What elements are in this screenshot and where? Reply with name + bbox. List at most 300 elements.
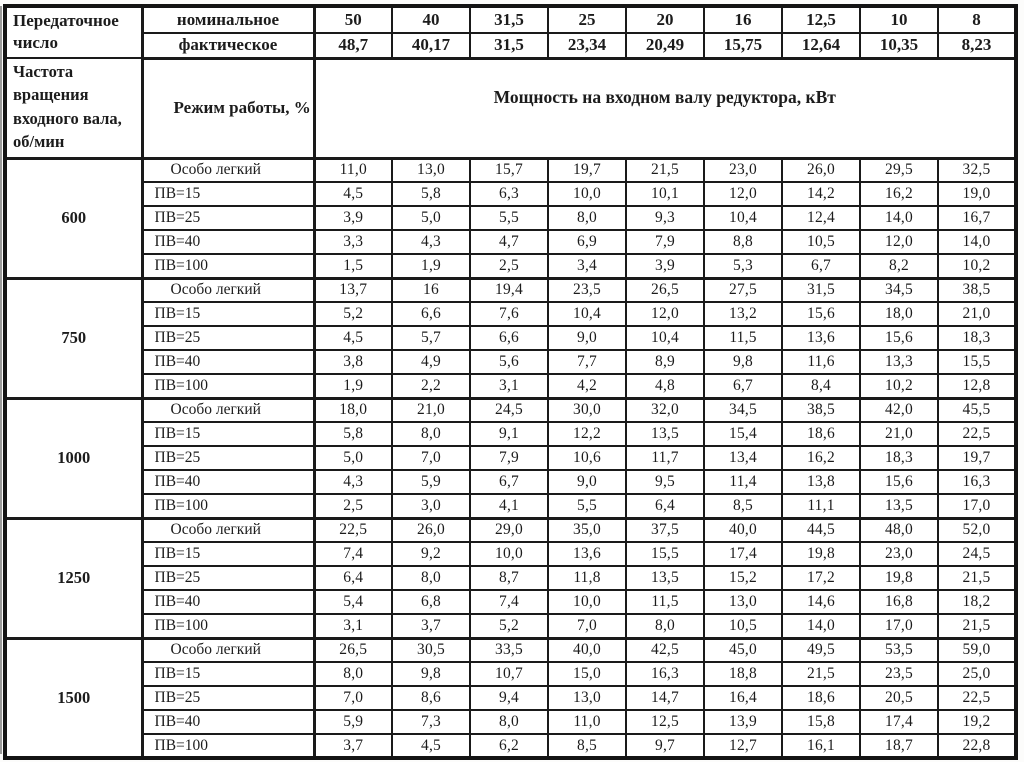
value-cell: 5,8: [314, 422, 392, 446]
value-cell: 8,9: [626, 350, 704, 374]
value-cell: 4,9: [392, 350, 470, 374]
value-cell: 13,0: [704, 590, 782, 614]
value-cell: 3,7: [392, 614, 470, 638]
table-row: [5, 566, 1016, 590]
value-cell: 15,5: [938, 350, 1016, 374]
value-cell: 19,2: [938, 710, 1016, 734]
table-row: [5, 278, 1016, 302]
frequency-header-label: Частота вращения входного вала, об/мин: [5, 58, 142, 158]
value-cell: 20,5: [860, 686, 938, 710]
value-cell: 7,9: [626, 230, 704, 254]
value-cell: 13,6: [548, 542, 626, 566]
value-cell: 23,0: [860, 542, 938, 566]
mode-cell: ПВ=25: [142, 686, 314, 710]
table-row: [5, 446, 1016, 470]
table-row: [5, 470, 1016, 494]
actual-value-cell: 31,5: [470, 33, 548, 58]
mode-cell: ПВ=100: [142, 494, 314, 518]
value-cell: 44,5: [782, 518, 860, 542]
nominal-value-cell: 12,5: [782, 6, 860, 33]
value-cell: 14,7: [626, 686, 704, 710]
actual-value-cell: 10,35: [860, 33, 938, 58]
value-cell: 5,0: [314, 446, 392, 470]
value-cell: 16: [392, 278, 470, 302]
value-cell: 8,0: [392, 422, 470, 446]
table-body: [5, 158, 1016, 758]
table-row: [5, 422, 1016, 446]
mode-cell: ПВ=15: [142, 422, 314, 446]
value-cell: 6,9: [548, 230, 626, 254]
value-cell: 10,5: [704, 614, 782, 638]
value-cell: 48,0: [860, 518, 938, 542]
mode-cell: Особо легкий: [142, 158, 314, 182]
value-cell: 45,5: [938, 398, 1016, 422]
value-cell: 8,5: [704, 494, 782, 518]
value-cell: 23,0: [704, 158, 782, 182]
frequency-cell: 750: [5, 278, 142, 398]
value-cell: 19,7: [938, 446, 1016, 470]
value-cell: 16,3: [938, 470, 1016, 494]
value-cell: 4,1: [470, 494, 548, 518]
power-header-label: Мощность на входном валу редуктора, кВт: [314, 58, 1016, 158]
value-cell: 3,9: [314, 206, 392, 230]
value-cell: 4,5: [314, 182, 392, 206]
value-cell: 14,0: [860, 206, 938, 230]
value-cell: 7,0: [314, 686, 392, 710]
value-cell: 9,0: [548, 470, 626, 494]
value-cell: 9,1: [470, 422, 548, 446]
value-cell: 11,7: [626, 446, 704, 470]
value-cell: 5,9: [392, 470, 470, 494]
value-cell: 13,2: [704, 302, 782, 326]
value-cell: 2,5: [470, 254, 548, 278]
value-cell: 9,7: [626, 734, 704, 758]
value-cell: 12,8: [938, 374, 1016, 398]
value-cell: 2,5: [314, 494, 392, 518]
mode-cell: Особо легкий: [142, 638, 314, 662]
mode-cell: ПВ=15: [142, 182, 314, 206]
value-cell: 11,6: [782, 350, 860, 374]
value-cell: 17,4: [860, 710, 938, 734]
value-cell: 8,0: [548, 206, 626, 230]
frequency-cell: 1500: [5, 638, 142, 758]
value-cell: 13,5: [860, 494, 938, 518]
value-cell: 6,4: [314, 566, 392, 590]
value-cell: 26,5: [314, 638, 392, 662]
table-row: [5, 350, 1016, 374]
value-cell: 7,3: [392, 710, 470, 734]
value-cell: 4,3: [314, 470, 392, 494]
value-cell: 31,5: [782, 278, 860, 302]
value-cell: 9,8: [704, 350, 782, 374]
table-row: [5, 638, 1016, 662]
value-cell: 11,1: [782, 494, 860, 518]
value-cell: 17,4: [704, 542, 782, 566]
value-cell: 13,4: [704, 446, 782, 470]
value-cell: 18,3: [860, 446, 938, 470]
mode-cell: Особо легкий: [142, 518, 314, 542]
nominal-label: номинальное: [142, 6, 314, 33]
mode-cell: ПВ=100: [142, 254, 314, 278]
mode-cell: Особо легкий: [142, 278, 314, 302]
value-cell: 10,6: [548, 446, 626, 470]
value-cell: 21,0: [938, 302, 1016, 326]
value-cell: 10,4: [626, 326, 704, 350]
value-cell: 3,1: [314, 614, 392, 638]
value-cell: 3,9: [626, 254, 704, 278]
nominal-value-cell: 10: [860, 6, 938, 33]
reducer-power-table: [3, 4, 1018, 760]
value-cell: 10,0: [470, 542, 548, 566]
value-cell: 5,3: [704, 254, 782, 278]
value-cell: 14,6: [782, 590, 860, 614]
actual-value-cell: 48,7: [314, 33, 392, 58]
value-cell: 8,2: [860, 254, 938, 278]
value-cell: 5,4: [314, 590, 392, 614]
value-cell: 14,2: [782, 182, 860, 206]
value-cell: 9,2: [392, 542, 470, 566]
frequency-cell: 600: [5, 158, 142, 278]
nominal-value-cell: 16: [704, 6, 782, 33]
value-cell: 4,7: [470, 230, 548, 254]
value-cell: 5,5: [470, 206, 548, 230]
nominal-value-cell: 40: [392, 6, 470, 33]
value-cell: 21,5: [938, 566, 1016, 590]
value-cell: 23,5: [548, 278, 626, 302]
value-cell: 7,7: [548, 350, 626, 374]
value-cell: 4,2: [548, 374, 626, 398]
table-row: [5, 326, 1016, 350]
value-cell: 4,8: [626, 374, 704, 398]
mode-cell: ПВ=25: [142, 326, 314, 350]
value-cell: 11,0: [548, 710, 626, 734]
value-cell: 6,7: [782, 254, 860, 278]
value-cell: 18,3: [938, 326, 1016, 350]
value-cell: 30,0: [548, 398, 626, 422]
value-cell: 15,5: [626, 542, 704, 566]
value-cell: 15,6: [860, 326, 938, 350]
value-cell: 16,7: [938, 206, 1016, 230]
value-cell: 6,8: [392, 590, 470, 614]
mode-cell: ПВ=100: [142, 614, 314, 638]
value-cell: 7,0: [392, 446, 470, 470]
value-cell: 49,5: [782, 638, 860, 662]
frequency-cell: 1000: [5, 398, 142, 518]
mode-cell: Особо легкий: [142, 398, 314, 422]
value-cell: 21,0: [860, 422, 938, 446]
value-cell: 6,7: [704, 374, 782, 398]
value-cell: 13,5: [626, 566, 704, 590]
value-cell: 13,0: [548, 686, 626, 710]
value-cell: 12,5: [626, 710, 704, 734]
value-cell: 32,5: [938, 158, 1016, 182]
value-cell: 22,5: [938, 422, 1016, 446]
value-cell: 8,0: [626, 614, 704, 638]
value-cell: 52,0: [938, 518, 1016, 542]
value-cell: 7,6: [470, 302, 548, 326]
table-head: [5, 6, 1016, 158]
value-cell: 18,0: [314, 398, 392, 422]
table-row: [5, 254, 1016, 278]
value-cell: 40,0: [548, 638, 626, 662]
actual-value-cell: 23,34: [548, 33, 626, 58]
nominal-value-cell: 25: [548, 6, 626, 33]
value-cell: 1,5: [314, 254, 392, 278]
value-cell: 53,5: [860, 638, 938, 662]
mode-cell: ПВ=40: [142, 230, 314, 254]
value-cell: 6,3: [470, 182, 548, 206]
table-row: [5, 182, 1016, 206]
value-cell: 8,4: [782, 374, 860, 398]
value-cell: 25,0: [938, 662, 1016, 686]
table-row: [5, 494, 1016, 518]
value-cell: 26,5: [626, 278, 704, 302]
mode-cell: ПВ=15: [142, 662, 314, 686]
value-cell: 38,5: [938, 278, 1016, 302]
value-cell: 3,0: [392, 494, 470, 518]
value-cell: 16,1: [782, 734, 860, 758]
value-cell: 22,8: [938, 734, 1016, 758]
value-cell: 10,2: [860, 374, 938, 398]
value-cell: 18,0: [860, 302, 938, 326]
value-cell: 9,8: [392, 662, 470, 686]
value-cell: 13,6: [782, 326, 860, 350]
value-cell: 15,2: [704, 566, 782, 590]
value-cell: 3,7: [314, 734, 392, 758]
table-row: [5, 158, 1016, 182]
table-row: [5, 398, 1016, 422]
value-cell: 23,5: [860, 662, 938, 686]
mode-cell: ПВ=25: [142, 566, 314, 590]
value-cell: 3,8: [314, 350, 392, 374]
value-cell: 8,6: [392, 686, 470, 710]
gear-ratio-label: Передаточное число: [5, 6, 142, 58]
value-cell: 8,0: [392, 566, 470, 590]
value-cell: 11,5: [704, 326, 782, 350]
value-cell: 24,5: [938, 542, 1016, 566]
value-cell: 15,6: [782, 302, 860, 326]
value-cell: 42,0: [860, 398, 938, 422]
frequency-cell: 1250: [5, 518, 142, 638]
value-cell: 11,8: [548, 566, 626, 590]
nominal-value-cell: 50: [314, 6, 392, 33]
table-row: [5, 662, 1016, 686]
value-cell: 5,8: [392, 182, 470, 206]
value-cell: 4,5: [314, 326, 392, 350]
value-cell: 21,5: [782, 662, 860, 686]
value-cell: 15,8: [782, 710, 860, 734]
value-cell: 38,5: [782, 398, 860, 422]
mode-cell: ПВ=40: [142, 350, 314, 374]
value-cell: 13,7: [314, 278, 392, 302]
value-cell: 3,1: [470, 374, 548, 398]
table-row: [5, 734, 1016, 758]
mode-header-label: Режим работы, %: [142, 58, 314, 158]
value-cell: 59,0: [938, 638, 1016, 662]
value-cell: 30,5: [392, 638, 470, 662]
value-cell: 13,5: [626, 422, 704, 446]
value-cell: 40,0: [704, 518, 782, 542]
actual-value-cell: 8,23: [938, 33, 1016, 58]
value-cell: 7,0: [548, 614, 626, 638]
mode-cell: ПВ=100: [142, 734, 314, 758]
value-cell: 34,5: [860, 278, 938, 302]
value-cell: 18,6: [782, 686, 860, 710]
value-cell: 13,0: [392, 158, 470, 182]
value-cell: 8,5: [548, 734, 626, 758]
value-cell: 17,2: [782, 566, 860, 590]
value-cell: 21,0: [392, 398, 470, 422]
value-cell: 15,4: [704, 422, 782, 446]
value-cell: 7,4: [470, 590, 548, 614]
value-cell: 9,3: [626, 206, 704, 230]
value-cell: 37,5: [626, 518, 704, 542]
value-cell: 18,6: [782, 422, 860, 446]
mode-cell: ПВ=15: [142, 542, 314, 566]
value-cell: 7,4: [314, 542, 392, 566]
value-cell: 33,5: [470, 638, 548, 662]
nominal-value-cell: 20: [626, 6, 704, 33]
value-cell: 13,9: [704, 710, 782, 734]
value-cell: 5,5: [548, 494, 626, 518]
value-cell: 12,2: [548, 422, 626, 446]
value-cell: 21,5: [626, 158, 704, 182]
table-row: [5, 710, 1016, 734]
value-cell: 21,5: [938, 614, 1016, 638]
value-cell: 34,5: [704, 398, 782, 422]
value-cell: 42,5: [626, 638, 704, 662]
value-cell: 19,7: [548, 158, 626, 182]
value-cell: 29,0: [470, 518, 548, 542]
value-cell: 8,0: [470, 710, 548, 734]
value-cell: 10,5: [782, 230, 860, 254]
table-row: [5, 542, 1016, 566]
value-cell: 26,0: [782, 158, 860, 182]
nominal-value-cell: 31,5: [470, 6, 548, 33]
value-cell: 13,3: [860, 350, 938, 374]
value-cell: 16,3: [626, 662, 704, 686]
actual-value-cell: 20,49: [626, 33, 704, 58]
value-cell: 4,5: [392, 734, 470, 758]
value-cell: 29,5: [860, 158, 938, 182]
value-cell: 13,8: [782, 470, 860, 494]
value-cell: 10,1: [626, 182, 704, 206]
value-cell: 11,0: [314, 158, 392, 182]
mode-cell: ПВ=100: [142, 374, 314, 398]
value-cell: 2,2: [392, 374, 470, 398]
actual-value-cell: 12,64: [782, 33, 860, 58]
mode-cell: ПВ=15: [142, 302, 314, 326]
value-cell: 10,0: [548, 182, 626, 206]
value-cell: 26,0: [392, 518, 470, 542]
value-cell: 5,9: [314, 710, 392, 734]
value-cell: 16,2: [782, 446, 860, 470]
value-cell: 5,6: [470, 350, 548, 374]
table-row: [5, 590, 1016, 614]
table-row: [5, 206, 1016, 230]
value-cell: 12,0: [626, 302, 704, 326]
value-cell: 10,4: [548, 302, 626, 326]
value-cell: 6,4: [626, 494, 704, 518]
value-cell: 9,4: [470, 686, 548, 710]
value-cell: 10,0: [548, 590, 626, 614]
value-cell: 15,0: [548, 662, 626, 686]
value-cell: 10,7: [470, 662, 548, 686]
table-row: [5, 686, 1016, 710]
value-cell: 7,9: [470, 446, 548, 470]
value-cell: 18,8: [704, 662, 782, 686]
value-cell: 1,9: [392, 254, 470, 278]
value-cell: 6,6: [470, 326, 548, 350]
table-row: [5, 374, 1016, 398]
mode-cell: ПВ=40: [142, 590, 314, 614]
value-cell: 8,7: [470, 566, 548, 590]
value-cell: 18,2: [938, 590, 1016, 614]
value-cell: 45,0: [704, 638, 782, 662]
mode-cell: ПВ=25: [142, 206, 314, 230]
mode-cell: ПВ=40: [142, 710, 314, 734]
value-cell: 5,0: [392, 206, 470, 230]
value-cell: 3,4: [548, 254, 626, 278]
value-cell: 19,8: [860, 566, 938, 590]
actual-value-cell: 40,17: [392, 33, 470, 58]
value-cell: 22,5: [938, 686, 1016, 710]
table-row: [5, 614, 1016, 638]
actual-value-cell: 15,75: [704, 33, 782, 58]
value-cell: 4,3: [392, 230, 470, 254]
value-cell: 6,2: [470, 734, 548, 758]
value-cell: 19,4: [470, 278, 548, 302]
value-cell: 15,7: [470, 158, 548, 182]
value-cell: 24,5: [470, 398, 548, 422]
value-cell: 10,2: [938, 254, 1016, 278]
table-row: [5, 518, 1016, 542]
table-row: [5, 230, 1016, 254]
value-cell: 6,7: [470, 470, 548, 494]
table-row: [5, 302, 1016, 326]
value-cell: 15,6: [860, 470, 938, 494]
value-cell: 14,0: [938, 230, 1016, 254]
value-cell: 11,5: [626, 590, 704, 614]
value-cell: 8,0: [314, 662, 392, 686]
value-cell: 22,5: [314, 518, 392, 542]
value-cell: 32,0: [626, 398, 704, 422]
value-cell: 16,8: [860, 590, 938, 614]
nominal-value-cell: 8: [938, 6, 1016, 33]
mode-cell: ПВ=40: [142, 470, 314, 494]
value-cell: 8,8: [704, 230, 782, 254]
value-cell: 6,6: [392, 302, 470, 326]
value-cell: 19,8: [782, 542, 860, 566]
value-cell: 17,0: [938, 494, 1016, 518]
value-cell: 9,0: [548, 326, 626, 350]
value-cell: 16,4: [704, 686, 782, 710]
mode-cell: ПВ=25: [142, 446, 314, 470]
value-cell: 27,5: [704, 278, 782, 302]
value-cell: 17,0: [860, 614, 938, 638]
value-cell: 5,2: [314, 302, 392, 326]
value-cell: 14,0: [782, 614, 860, 638]
value-cell: 19,0: [938, 182, 1016, 206]
value-cell: 12,0: [860, 230, 938, 254]
value-cell: 1,9: [314, 374, 392, 398]
value-cell: 9,5: [626, 470, 704, 494]
value-cell: 16,2: [860, 182, 938, 206]
actual-label: фактическое: [142, 33, 314, 58]
value-cell: 5,7: [392, 326, 470, 350]
value-cell: 18,7: [860, 734, 938, 758]
value-cell: 12,0: [704, 182, 782, 206]
